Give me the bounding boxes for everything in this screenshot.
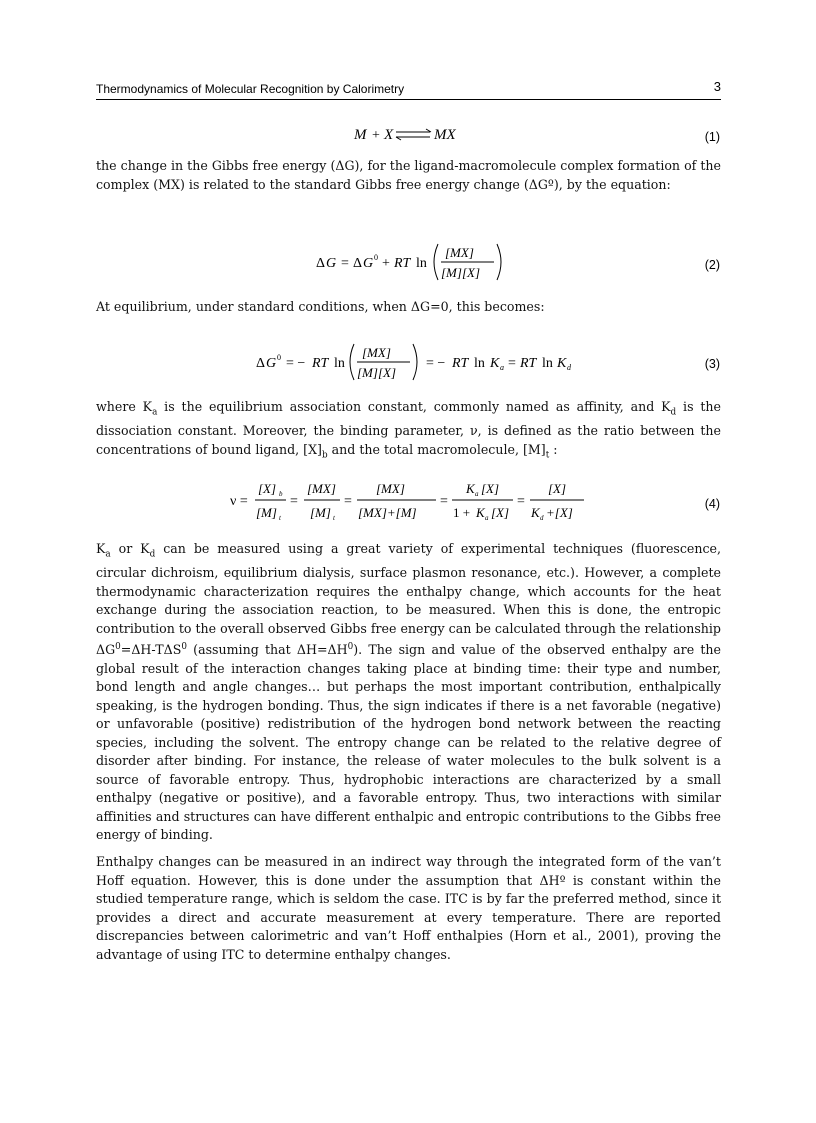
svg-text:=: = <box>508 356 516 371</box>
svg-text:[MX]: [MX] <box>362 345 391 360</box>
svg-text:Δ: Δ <box>353 256 363 271</box>
equation-3-number: (3) <box>704 357 720 371</box>
svg-text:G: G <box>326 256 337 271</box>
svg-text:M: M <box>354 127 367 143</box>
svg-text:[M][X]: [M][X] <box>357 365 397 380</box>
svg-text:ln: ln <box>542 356 553 371</box>
svg-text:[X]: [X] <box>548 481 567 496</box>
svg-text:Δ: Δ <box>256 356 266 371</box>
equation-4 <box>226 474 596 526</box>
equation-4-number: (4) <box>704 497 720 511</box>
svg-text:ln: ln <box>474 356 485 371</box>
svg-text:RT: RT <box>312 356 329 371</box>
svg-text:+: + <box>382 256 390 271</box>
paragraph-3: where $K_a$ is the equilibrium association constant, commonly named as affinity, and $K_d$ is the dissociation constant. Moreover, the binding parameter, ν, is defined as the ratio between the concentrations of bound ligand, $[X]_b$ and the total macromolecule, $[M]_t$ : <box>96 399 722 461</box>
svg-text:[MX]+[M]: [MX]+[M] <box>358 505 417 520</box>
paragraph-5: Enthalpy changes can be measured in an indirect way through the integrated form of the van’t Hoff equation. However, this is done under the assumption that ΔHº is constant within the studied temperature range, which is seldom the case. ITC is by far the preferred method, since it provides a direct and accurate measurement at every temperature. There are reported discrepancies between calorimetric and van’t Hoff enthalpies (Horn et al., 2001), proving the advantage of using ITC to determine enthalpy changes. <box>96 854 721 962</box>
svg-text:d: d <box>567 363 571 372</box>
svg-text:a: a <box>485 514 489 522</box>
svg-text:1 +: 1 + <box>453 505 471 520</box>
svg-text:[MX]: [MX] <box>307 481 336 496</box>
svg-text:[M][X]: [M][X] <box>441 265 481 280</box>
svg-text:[MX]: [MX] <box>445 245 474 260</box>
equation-2-number: (2) <box>704 258 720 272</box>
svg-text:[X]: [X] <box>481 481 500 496</box>
svg-text:K: K <box>476 505 485 520</box>
svg-text:RT: RT <box>452 356 469 371</box>
svg-text:0: 0 <box>277 353 281 362</box>
svg-text:K: K <box>531 505 540 520</box>
svg-text:=: = <box>440 494 448 509</box>
svg-text:ln: ln <box>416 256 427 271</box>
page-number: 3 <box>713 79 721 94</box>
svg-text:[M]: [M] <box>256 505 277 520</box>
paragraph-1: the change in the Gibbs free energy (ΔG), for the ligand-macromolecule complex formation of the complex (MX) is related to the standard Gibbs free energy change (ΔGº), by the equation: <box>96 158 721 192</box>
svg-text:=: = <box>344 494 352 509</box>
equation-1-number: (1) <box>704 130 720 144</box>
svg-text:= −: = − <box>426 356 446 371</box>
svg-text:G: G <box>363 256 374 271</box>
svg-text:=: = <box>341 256 349 271</box>
svg-text:RT: RT <box>520 356 537 371</box>
paragraph-4: $K_a$ or $K_d$ can be measured using a great variety of experimental techniques (fluorescence, circular dichroism, equilibrium dialysis, surface plasmon resonance, etc.). However, a complete thermodynamic characterization requires the enthalpy change, which accounts for the heat exchange during the association reaction, to be measured. When this is done, the entropic contribution to the overall observed Gibbs free energy can be calculated through the relationship $\Delta G^0=\Delta H-T\Delta S^0$ (assuming that $\Delta H=\Delta H^0$). The sign and value of the observed enthalpy are the global result of the interaction changes taking place at binding time: their type and number, bond length and angle changes… but perhaps the most important contribution, enthalpically speaking, is the hydrogen bonding. Thus, the sign indicates if there is a net favorable (negative) or unfavorable (positive) redistribution of the hydrogen bond network between the reacting species, including the solvent. The entropy change can be related to the relative degree of disorder after binding. For instance, the release of water molecules to the bulk solvent is a source of favorable entropy. Thus, hydrophobic interactions are characterized by a small enthalpy (negative or positive), and a favorable entropy. Thus, two interactions with similar affinities and structures can have different enthalpic and entropic contributions to the Gibbs free energy of binding. <box>96 541 721 843</box>
svg-text:K: K <box>557 356 567 371</box>
svg-text:Δ: Δ <box>316 256 326 271</box>
svg-text:+[X]: +[X] <box>546 505 573 520</box>
svg-text:t: t <box>333 514 335 522</box>
svg-text:b: b <box>279 490 283 498</box>
svg-text:a: a <box>475 490 479 498</box>
svg-text:[X]: [X] <box>491 505 510 520</box>
svg-text:ν =: ν = <box>230 494 248 509</box>
svg-text:[MX]: [MX] <box>376 481 405 496</box>
svg-text:ln: ln <box>334 356 345 371</box>
equation-1 <box>340 122 480 148</box>
svg-text:K: K <box>466 481 475 496</box>
svg-text:+: + <box>372 128 380 143</box>
svg-text:t: t <box>279 514 281 522</box>
svg-text:G: G <box>266 356 277 371</box>
svg-text:[M]: [M] <box>310 505 331 520</box>
svg-text:MX: MX <box>434 127 456 143</box>
svg-text:= −: = − <box>286 356 306 371</box>
paragraph-2: At equilibrium, under standard conditions, when ΔG=0, this becomes: <box>96 299 545 314</box>
equation-2 <box>310 238 510 286</box>
svg-text:=: = <box>517 494 525 509</box>
equation-3 <box>250 338 570 386</box>
running-title: Thermodynamics of Molecular Recognition by Calorimetry <box>96 82 405 96</box>
svg-text:0: 0 <box>374 253 378 262</box>
svg-text:K: K <box>490 356 500 371</box>
svg-text:d: d <box>540 514 544 522</box>
svg-text:[X]: [X] <box>258 481 277 496</box>
running-header <box>96 81 721 100</box>
svg-text:=: = <box>290 494 298 509</box>
svg-text:X: X <box>384 127 394 143</box>
svg-text:RT: RT <box>394 256 411 271</box>
svg-text:a: a <box>500 363 504 372</box>
